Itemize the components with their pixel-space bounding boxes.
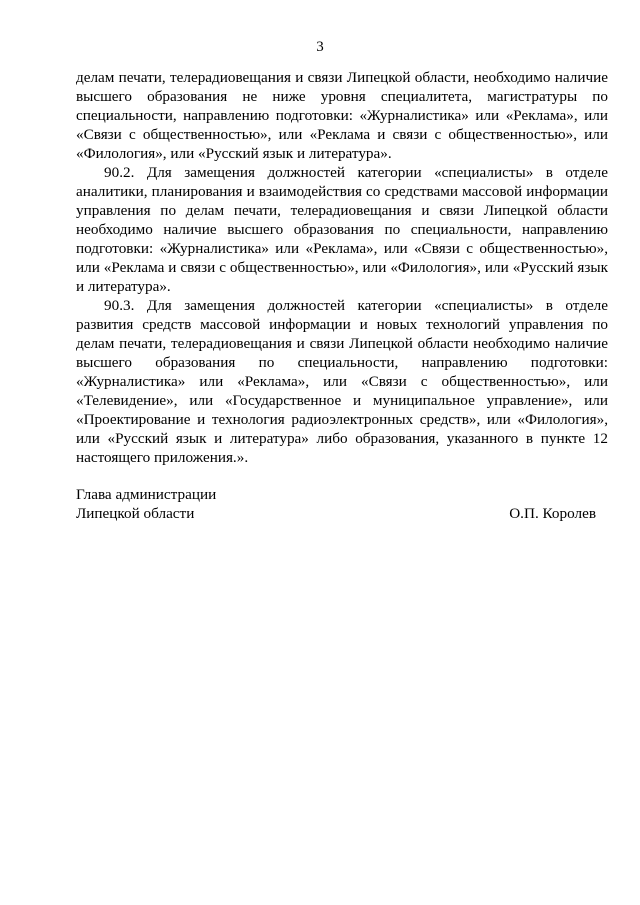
- paragraph-continuation: делам печати, телерадиовещания и связи Липецкой области, необходимо наличие высшего образования не ниже уровня специалитета, магистратуры по специальности, направлению подготовки: «Журналистика» или «Реклама», или «Связи с общественностью», или «Реклама и связи с общественностью», или «Филология», или «Русский язык и литература».: [76, 69, 608, 162]
- paragraph-90-3: 90.3. Для замещения должностей категории «специалисты» в отделе развития средств массовой информации и новых технологий управления по делам печати, телерадиовещания и связи Липецкой области необходимо наличие высшего образования по специальности, направлению подготовки: «Журналистика» или «Реклама», или «Связи с общественностью», или «Телевидение», или «Государственное и муниципальное управление», или «Проектирование и технология радиоэлектронных средств», или «Филология», или «Русский язык и литература» либо образования, указанного в пункте 12 настоящего приложения.».: [76, 297, 608, 466]
- signatory-position-line1: Глава администрации: [76, 486, 217, 503]
- paragraph-90-2: 90.2. Для замещения должностей категории «специалисты» в отделе аналитики, планирования и взаимодействия со средствами массовой информации управления по делам печати, телерадиовещания и связи Липецкой области необходимо наличие высшего образования по специальности, направлению подготовки: «Журналистика» или «Реклама», или «Связи с общественностью», или «Реклама и связи с общественностью», или «Филология», или «Русский язык и литература».: [76, 164, 608, 295]
- signatory-position-line2: Липецкой области: [76, 505, 195, 522]
- document-body: [76, 68, 608, 467]
- signature-block: [76, 485, 608, 523]
- signatory-name: О.П. Королев: [509, 505, 596, 522]
- signatory-position: [76, 485, 216, 523]
- page-number: 3: [316, 39, 324, 55]
